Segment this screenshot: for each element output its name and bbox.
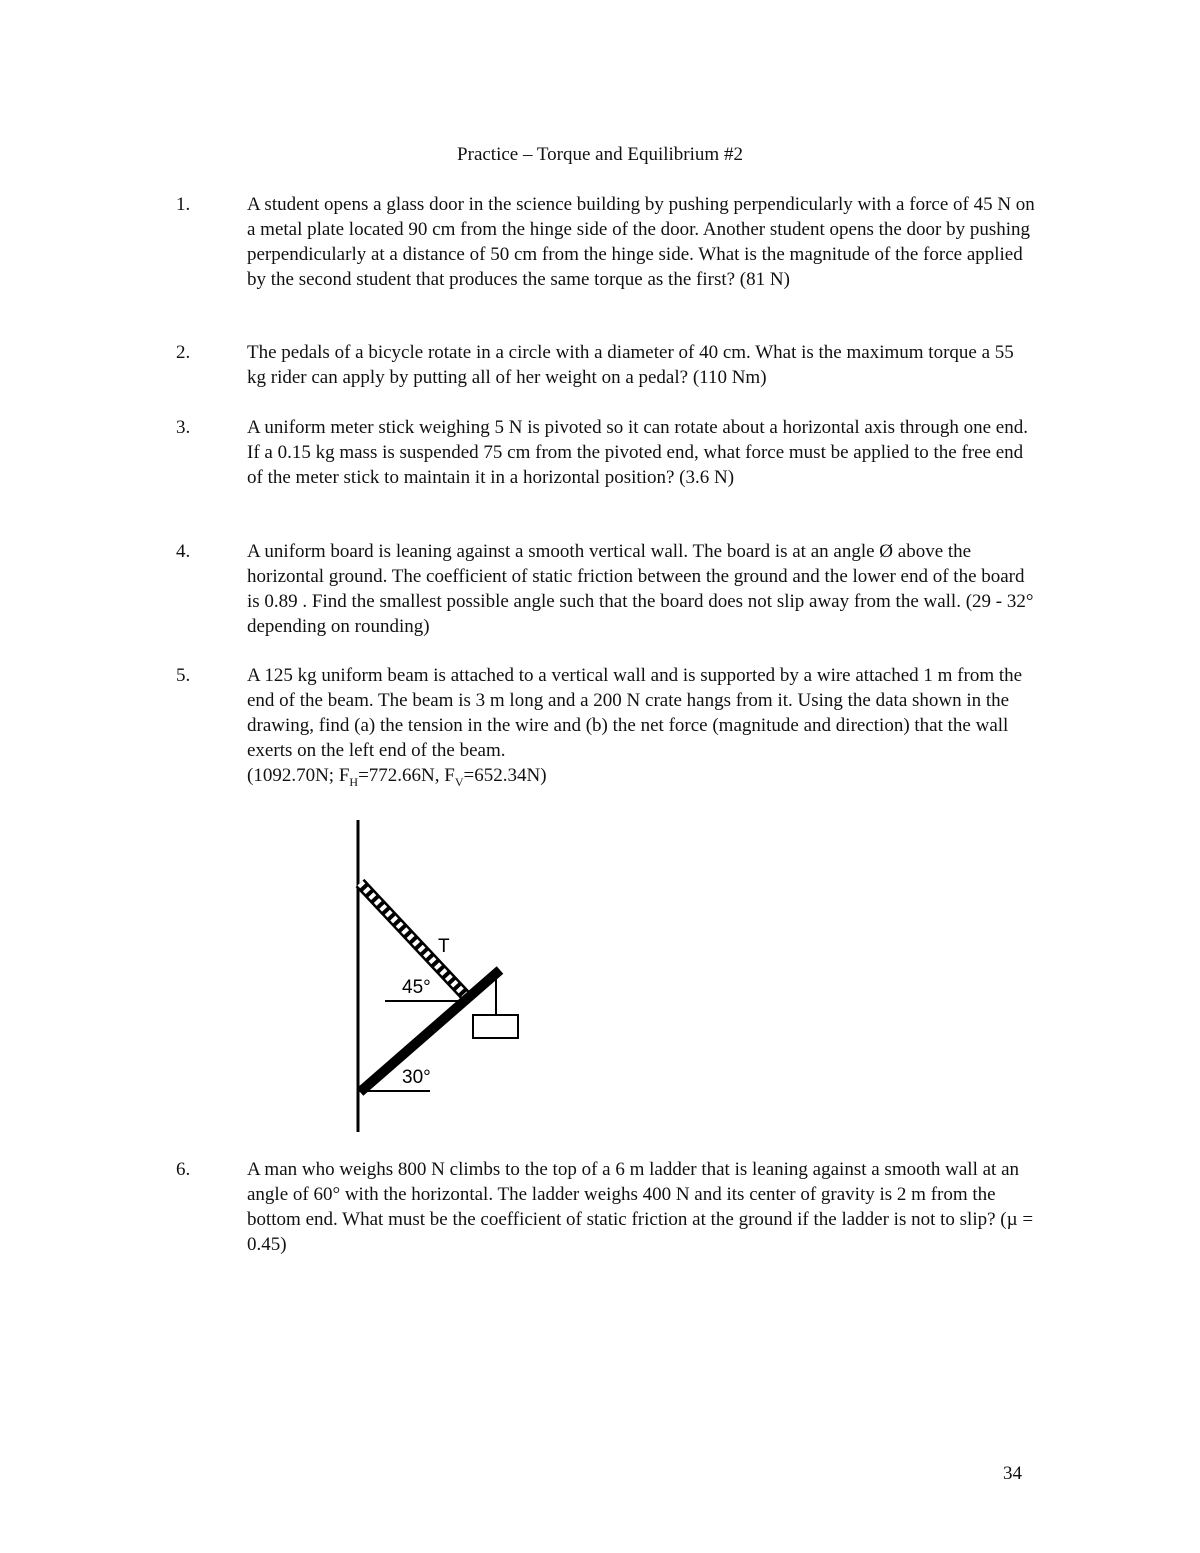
problem-number: 6. xyxy=(176,1159,191,1180)
page-number: 34 xyxy=(1003,1463,1022,1484)
problem-text: The pedals of a bicycle rotate in a circle with a diameter of 40 cm. What is the maximum torque a 55 kg rider can apply by putting all of her weight on a pedal? (110 Nm) xyxy=(247,342,1014,388)
problem-body: A 125 kg uniform beam is attached to a vertical wall and is supported by a wire attached 1 m from the end of the beam. The beam is 3 m long and a 200 N crate hangs from it. Using the data shown in the drawing, find (a) the tension in the wire and (b) the net force (magnitude and direction) that the wall exerts on the left end of the beam. xyxy=(247,665,1023,761)
problem-number: 4. xyxy=(176,541,191,562)
force-horizontal-subscript: H xyxy=(349,774,359,789)
beam-angle-label: 30° xyxy=(402,1067,431,1088)
problem-number: 1. xyxy=(176,194,191,215)
wire-angle-label: 45° xyxy=(402,977,431,998)
beam-diagram xyxy=(340,815,530,1135)
page-title: Practice – Torque and Equilibrium #2 xyxy=(457,144,743,165)
problem-text: A student opens a glass door in the science building by pushing perpendicularly with a force of 45 N on a metal plate located 90 cm from the hinge side of the door. Another student opens the door by pushing perpendicularly at a distance of 50 cm from the hinge side. What is the magnitude of the force applied by the second student that produces the same torque as the first? (81 N) xyxy=(247,194,1035,290)
problem-text: A uniform meter stick weighing 5 N is pivoted so it can rotate about a horizontal axis through one end. If a 0.15 kg mass is suspended 75 cm from the pivoted end, what force must be applied to the free end of the meter stick to maintain it in a horizontal position? (3.6 N) xyxy=(247,417,1028,488)
crate xyxy=(473,1015,518,1038)
force-vertical-subscript: V xyxy=(454,774,464,789)
problem-text: A man who weighs 800 N climbs to the top of a 6 m ladder that is leaning against a smooth wall at an angle of 60° with the horizontal. The ladder weighs 400 N and its center of gravity is 2 m from the bottom end. What must be the coefficient of static friction at the ground if the ladder is not to slip? (µ = 0.45) xyxy=(247,1159,1034,1255)
problem-number: 3. xyxy=(176,417,191,438)
problem-text xyxy=(247,663,1037,795)
problem-number: 5. xyxy=(176,665,191,686)
tension-label: T xyxy=(438,936,450,957)
problem-answer: (1092.70N; $F_H=772.66N$, $F_V=652.34N$) xyxy=(247,765,547,789)
problem-text: A uniform board is leaning against a smooth vertical wall. The board is at an angle Ø above the horizontal ground. The coefficient of static friction between the ground and the lower end of the board is 0.89 . Find the smallest possible angle such that the board does not slip away from the wall. (29 - 32° depending on rounding) xyxy=(247,541,1034,637)
problem-number: 2. xyxy=(176,342,191,363)
